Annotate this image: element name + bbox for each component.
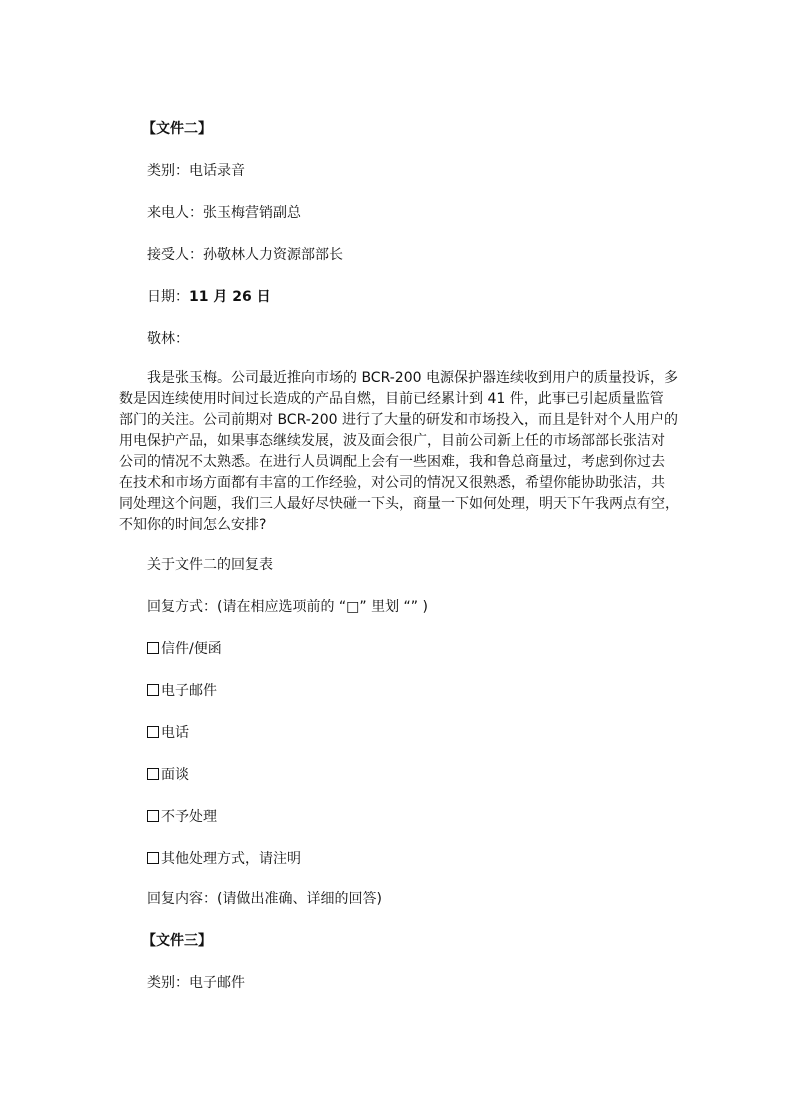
file3-category: 类别：电子邮件 [147, 975, 245, 991]
checkbox[interactable] [147, 768, 159, 780]
option-label: 电话 [161, 725, 189, 741]
body-line: 部门的关注。公司前期对 BCR-200 进行了大量的研发和市场投入，而且是针对个人用户的 [119, 412, 678, 428]
option-label: 不予处理 [161, 809, 217, 825]
file2-date [147, 287, 271, 307]
body-line: 同处理这个问题，我们三人最好尽快碰一下头，商量一下如何处理，明天下午我两点有空， [119, 496, 679, 512]
body-line: 用电保护产品，如果事态继续发展，波及面会很广，目前公司新上任的市场部部长张洁对 [119, 433, 665, 449]
body-line: 公司的情况不太熟悉。在进行人员调配上会有一些困难，我和鲁总商量过，考虑到你过去 [119, 454, 665, 470]
body-line: 我是张玉梅。公司最近推向市场的 BCR-200 电源保护器连续收到用户的质量投诉，多 [147, 370, 678, 386]
reply-option-meeting[interactable] [147, 765, 189, 785]
reply-option-other[interactable] [147, 849, 301, 869]
body-line: 在技术和市场方面都有丰富的工作经验，对公司的情况又很熟悉，希望你能协助张洁，共 [119, 475, 665, 491]
file2-heading: 【文件二】 [142, 121, 212, 137]
checkbox[interactable] [147, 684, 159, 696]
checkbox[interactable] [147, 810, 159, 822]
file2-body-paragraph [119, 368, 679, 536]
option-label: 其他处理方式，请注明 [161, 851, 301, 867]
reply-content-prompt: 回复内容：(请做出准确、详细的回答) [147, 891, 382, 907]
body-line: 数是因连续使用时间过长造成的产品自燃，目前已经累计到 41 件，此事已引起质量监管 [119, 391, 664, 407]
option-label: 电子邮件 [161, 683, 217, 699]
file2-caller: 来电人：张玉梅营销副总 [147, 205, 301, 221]
reply-option-no-action[interactable] [147, 807, 217, 827]
checkbox[interactable] [147, 642, 159, 654]
option-label: 面谈 [161, 767, 189, 783]
body-line: 不知你的时间怎么安排? [119, 517, 267, 533]
reply-option-email[interactable] [147, 681, 217, 701]
checkbox[interactable] [147, 726, 159, 738]
reply-option-phone[interactable] [147, 723, 189, 743]
file2-category: 类别：电话录音 [147, 163, 245, 179]
checkbox[interactable] [147, 852, 159, 864]
reply-form-title: 关于文件二的回复表 [147, 557, 273, 573]
reply-method-prompt: 回复方式：(请在相应选项前的 “□” 里划 “” ) [147, 599, 428, 615]
option-label: 信件/便函 [161, 641, 222, 657]
file2-date-label: 日期： [147, 289, 189, 305]
file2-date-value: 11 月 26 日 [189, 289, 271, 305]
reply-option-letter[interactable] [147, 639, 222, 659]
file2-salutation: 敬林： [147, 331, 189, 347]
file3-heading: 【文件三】 [142, 933, 212, 949]
file2-receiver: 接受人：孙敬林人力资源部部长 [147, 247, 343, 263]
